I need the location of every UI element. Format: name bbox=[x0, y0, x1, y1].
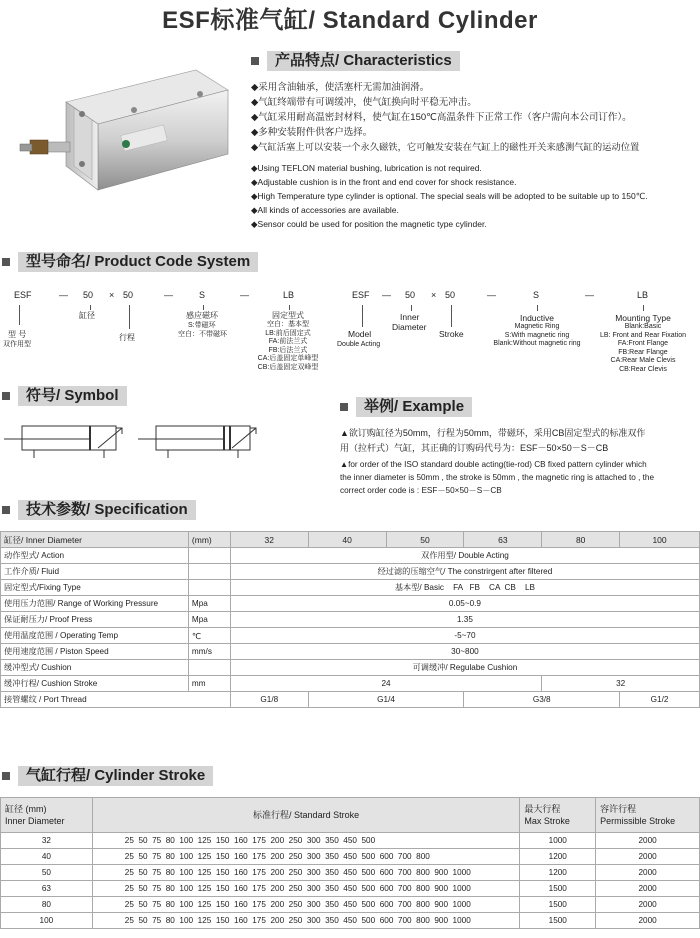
leader-line bbox=[129, 305, 130, 329]
code-label-stroke: Stroke bbox=[439, 329, 464, 339]
cell-max: 1200 bbox=[520, 865, 596, 881]
code-label-sensor: Inductive bbox=[519, 313, 555, 323]
code-label-model-sub: 双作用型 bbox=[3, 341, 31, 348]
header-cell: 32 bbox=[230, 532, 308, 548]
row-value: 基本型/ Basic FA FB CA CB LB bbox=[230, 580, 699, 596]
code-sensor: S bbox=[199, 290, 206, 300]
code-label-mount-list bbox=[252, 321, 324, 372]
row-value: G3/8 bbox=[464, 692, 620, 708]
table-row bbox=[1, 596, 700, 612]
table-row bbox=[1, 897, 700, 913]
page-title: ESF标准气缸/ Standard Cylinder bbox=[162, 7, 538, 34]
cell-perm: 2000 bbox=[596, 865, 700, 881]
leader-line bbox=[19, 305, 20, 325]
list-item: S:With magnetic ring bbox=[504, 331, 570, 339]
section-square-icon bbox=[2, 258, 10, 266]
header-line: Permissible Stroke bbox=[600, 816, 676, 826]
list-item: ◆多种安装附件供客户选择。 bbox=[251, 127, 373, 138]
row-label: 使用压力范围/ Range of Working Pressure bbox=[1, 596, 189, 612]
code-label-model: Model bbox=[348, 329, 372, 339]
specification-heading bbox=[2, 500, 196, 520]
table-row bbox=[1, 564, 700, 580]
code-label-stroke: 行程 bbox=[119, 333, 135, 342]
cell-bore: 80 bbox=[1, 897, 93, 913]
list-item: LB:前后固定式 bbox=[265, 329, 311, 337]
table-row bbox=[1, 548, 700, 564]
code-dash: — bbox=[240, 290, 249, 300]
row-value: 经过滤的压缩空气/ The constrirgent after filtered bbox=[230, 564, 699, 580]
characteristics-list-cn bbox=[251, 80, 639, 155]
characteristics-title: 产品特点/ Characteristics bbox=[267, 51, 460, 71]
symbol-title: 符号/ Symbol bbox=[18, 386, 127, 406]
row-unit: Mpa bbox=[188, 612, 230, 628]
code-label-mount: Mounting Type bbox=[615, 313, 671, 323]
stroke-heading bbox=[2, 766, 213, 786]
row-unit bbox=[188, 580, 230, 596]
table-row bbox=[1, 644, 700, 660]
cell-perm: 2000 bbox=[596, 881, 700, 897]
leader-line bbox=[203, 305, 204, 310]
list-item: 空白：基本型 bbox=[267, 321, 309, 328]
header-cell: 80 bbox=[542, 532, 620, 548]
leader-line bbox=[90, 305, 91, 310]
product-code-title: 型号命名/ Product Code System bbox=[18, 252, 258, 272]
code-label-mount-block bbox=[588, 313, 698, 374]
table-row bbox=[1, 628, 700, 644]
code-label-mount: 固定型式 bbox=[272, 311, 304, 320]
cell-std: 25 50 75 80 100 125 150 160 175 200 250 300 350 450 500 bbox=[92, 833, 520, 849]
code-esf: ESF bbox=[352, 290, 370, 300]
row-unit: mm bbox=[188, 676, 230, 692]
list-item: CA:后盖固定单峰型 bbox=[257, 355, 319, 362]
stroke-title: 气缸行程/ Cylinder Stroke bbox=[18, 766, 213, 786]
table-header-row bbox=[1, 798, 700, 833]
cell-bore: 100 bbox=[1, 913, 93, 929]
row-value: 0.05~0.9 bbox=[230, 596, 699, 612]
list-item: FB:Rear Flange bbox=[618, 348, 668, 356]
row-unit bbox=[188, 564, 230, 580]
cell-perm: 2000 bbox=[596, 849, 700, 865]
code-dash: — bbox=[585, 290, 594, 300]
example-line: 用（拉杆式）气缸，其正确的订购码代号为：ESF－50×50－S－CB bbox=[340, 443, 609, 453]
code-mount: LB bbox=[283, 290, 295, 300]
table-row bbox=[1, 849, 700, 865]
list-item: CA:Rear Male Clevis bbox=[610, 357, 676, 364]
row-label: 固定型式/Fixing Type bbox=[1, 580, 189, 596]
code-sensor: S bbox=[533, 290, 540, 300]
header-line: 最大行程 bbox=[524, 804, 561, 814]
cell-perm: 2000 bbox=[596, 897, 700, 913]
code-label-sensor-1: S:带磁环 bbox=[188, 322, 216, 329]
table-header-row bbox=[1, 532, 700, 548]
cell-max: 1500 bbox=[520, 881, 596, 897]
row-label: 动作型式/ Action bbox=[1, 548, 189, 564]
header-cell: 50 bbox=[386, 532, 464, 548]
symbol-heading bbox=[2, 386, 127, 406]
list-item: CB:后盖固定双峰型 bbox=[257, 363, 319, 371]
characteristics-heading bbox=[251, 51, 460, 71]
row-value: -5~70 bbox=[230, 628, 699, 644]
code-label-bore-1: Inner bbox=[400, 312, 420, 322]
row-label: 缓冲型式/ Cushion bbox=[1, 660, 189, 676]
list-item: ◆采用含油轴承，使活塞杆无需加油润滑。 bbox=[251, 82, 430, 93]
row-label: 接管螺纹 / Port Thread bbox=[1, 692, 231, 708]
cell-bore: 63 bbox=[1, 881, 93, 897]
row-value: 双作用型/ Double Acting bbox=[230, 548, 699, 564]
row-unit: mm/s bbox=[188, 644, 230, 660]
cell-std: 25 50 75 80 100 125 150 160 175 200 250 300 350 450 500 600 700 800 900 1000 bbox=[92, 897, 520, 913]
code-times: × bbox=[109, 290, 115, 300]
header-cell: 100 bbox=[620, 532, 700, 548]
specification-table bbox=[0, 531, 700, 708]
list-item: CB:Rear Clevis bbox=[619, 365, 667, 373]
example-heading bbox=[340, 397, 472, 417]
header-cell: 40 bbox=[308, 532, 386, 548]
leader-line bbox=[362, 305, 363, 327]
code-label-bore: 缸径 bbox=[79, 311, 95, 320]
row-value: 32 bbox=[542, 676, 700, 692]
row-value: G1/2 bbox=[620, 692, 700, 708]
leader-line bbox=[451, 305, 452, 327]
row-unit: ℃ bbox=[188, 628, 230, 644]
example-line: ▲欲订购缸径为50mm，行程为50mm，带磁环，采用CB固定型式的标准双作 bbox=[340, 428, 646, 438]
leader-line bbox=[411, 305, 412, 311]
example-title: 举例/ Example bbox=[356, 397, 472, 417]
row-value: 30~800 bbox=[230, 644, 699, 660]
code-label-model: 型 号 bbox=[8, 330, 27, 339]
cell-std: 25 50 75 80 100 125 150 160 175 200 250 300 350 450 500 600 700 800 900 1000 bbox=[92, 865, 520, 881]
table-row bbox=[1, 580, 700, 596]
cell-std: 25 50 75 80 100 125 150 160 175 200 250 300 350 450 500 600 700 800 bbox=[92, 849, 520, 865]
header-line: 缸径 (mm) bbox=[5, 804, 47, 814]
leader-line bbox=[643, 305, 644, 311]
code-bore: 50 bbox=[405, 290, 416, 300]
table-row bbox=[1, 612, 700, 628]
code-esf: ESF bbox=[14, 290, 32, 300]
list-item: Blank:Without magnetic ring bbox=[493, 340, 581, 347]
cell-std: 25 50 75 80 100 125 150 160 175 200 250 300 350 450 500 600 700 800 900 1000 bbox=[92, 881, 520, 897]
header-cell-bore bbox=[1, 798, 93, 833]
list-item: ◆气缸采用耐高温密封材料，使气缸在150℃高温条件下正常工作（客户需向本公司订作）。 bbox=[251, 112, 632, 123]
section-square-icon bbox=[340, 403, 348, 411]
header-cell: 缸径/ Inner Diameter bbox=[1, 532, 189, 548]
cell-bore: 32 bbox=[1, 833, 93, 849]
product-code-heading bbox=[2, 252, 258, 272]
table-row bbox=[1, 913, 700, 929]
list-item: ◆Sensor could be used for position the magnetic type cylinder. bbox=[251, 219, 487, 229]
cylinder-symbol bbox=[4, 420, 329, 460]
list-item: Magnetic Ring bbox=[514, 323, 560, 330]
section-square-icon bbox=[2, 772, 10, 780]
cell-max: 1500 bbox=[520, 913, 596, 929]
characteristics-list-en bbox=[251, 161, 648, 231]
section-square-icon bbox=[251, 57, 259, 65]
code-label-bore-2: Diameter bbox=[392, 322, 427, 332]
cell-max: 1500 bbox=[520, 897, 596, 913]
list-item: ◆Adjustable cushion is in the front and end cover for shock resistance. bbox=[251, 177, 517, 187]
example-text bbox=[340, 426, 698, 497]
list-item: ◆High Temperature type cylinder is optional. The special seals will be adopted to be suitable up to 150℃. bbox=[251, 191, 648, 201]
cell-bore: 40 bbox=[1, 849, 93, 865]
list-item: LB: Front and Rear Fixation bbox=[600, 331, 686, 339]
example-line: correct order code is : ESF－50×50－S－CB bbox=[340, 486, 502, 495]
header-line: 容许行程 bbox=[600, 804, 637, 814]
row-label: 工作介质/ Fluid bbox=[1, 564, 189, 580]
code-dash: — bbox=[59, 290, 68, 300]
row-value: 1.35 bbox=[230, 612, 699, 628]
cell-std: 25 50 75 80 100 125 150 160 175 200 250 300 350 450 500 600 700 800 900 1000 bbox=[92, 913, 520, 929]
row-value: G1/4 bbox=[308, 692, 464, 708]
code-mount: LB bbox=[637, 290, 649, 300]
example-line: ▲for order of the ISO standard double acting(tie-rod) CB fixed pattern cylinder which bbox=[340, 460, 647, 469]
section-square-icon bbox=[2, 392, 10, 400]
row-label: 缓冲行程/ Cushion Stroke bbox=[1, 676, 189, 692]
cell-perm: 2000 bbox=[596, 833, 700, 849]
code-label-sensor: 感应磁环 bbox=[186, 311, 218, 320]
leader-line bbox=[537, 305, 538, 311]
example-line: the inner diameter is 50mm , the stroke is 50mm , the magnetic ring is attached to , the bbox=[340, 473, 654, 482]
code-label-model-sub: Double Acting bbox=[337, 341, 381, 348]
cell-perm: 2000 bbox=[596, 913, 700, 929]
list-item: ◆气缸活塞上可以安装一个永久磁铁，它可触发安装在气缸上的磁性开关来感测气缸的运动位置 bbox=[251, 142, 640, 152]
list-item: ◆All kinds of accessories are available. bbox=[251, 205, 399, 215]
row-value: G1/8 bbox=[230, 692, 308, 708]
list-item: Blank:Basic bbox=[624, 323, 662, 330]
table-row bbox=[1, 881, 700, 897]
row-unit bbox=[188, 548, 230, 564]
cell-bore: 50 bbox=[1, 865, 93, 881]
row-unit: Mpa bbox=[188, 596, 230, 612]
list-item: ◆气缸终端带有可调缓冲，使气缸换向时平稳无冲击。 bbox=[251, 97, 477, 108]
header-cell: (mm) bbox=[188, 532, 230, 548]
header-cell-std: 标准行程/ Standard Stroke bbox=[92, 798, 520, 833]
list-item: ◆Using TEFLON material bushing, lubrication is not required. bbox=[251, 163, 482, 173]
code-label-sensor-2: 空白：不带磁环 bbox=[178, 331, 227, 338]
header-line: Max Stroke bbox=[524, 816, 570, 826]
code-dash: — bbox=[487, 290, 496, 300]
row-value: 24 bbox=[230, 676, 541, 692]
row-label: 保证耐压力/ Proof Press bbox=[1, 612, 189, 628]
table-row bbox=[1, 676, 700, 692]
table-row bbox=[1, 833, 700, 849]
row-label: 使用速度范围 / Piston Speed bbox=[1, 644, 189, 660]
code-bore: 50 bbox=[83, 290, 94, 300]
section-square-icon bbox=[2, 506, 10, 514]
row-label: 使用温度范围 / Operating Temp bbox=[1, 628, 189, 644]
stroke-table bbox=[0, 797, 700, 929]
table-row bbox=[1, 692, 700, 708]
cylinder-photo bbox=[14, 62, 236, 202]
code-dash: — bbox=[164, 290, 173, 300]
header-cell-max bbox=[520, 798, 596, 833]
code-times: × bbox=[431, 290, 437, 300]
list-item: FA:Front Flange bbox=[617, 340, 669, 347]
header-cell: 63 bbox=[464, 532, 542, 548]
cell-max: 1200 bbox=[520, 849, 596, 865]
list-item: FB:后法兰式 bbox=[268, 346, 308, 354]
header-line: Inner Diameter bbox=[5, 816, 65, 826]
code-dash: — bbox=[382, 290, 391, 300]
code-stroke: 50 bbox=[445, 290, 456, 300]
cell-max: 1000 bbox=[520, 833, 596, 849]
row-unit bbox=[188, 660, 230, 676]
code-label-sensor-block bbox=[482, 313, 592, 349]
header-cell-perm bbox=[596, 798, 700, 833]
row-value: 可调缓冲/ Regulabe Cushion bbox=[230, 660, 699, 676]
specification-title: 技术参数/ Specification bbox=[18, 500, 196, 520]
leader-line bbox=[289, 305, 290, 310]
list-item: FA:前法兰式 bbox=[268, 338, 308, 345]
code-stroke: 50 bbox=[123, 290, 134, 300]
table-row bbox=[1, 865, 700, 881]
table-row bbox=[1, 660, 700, 676]
